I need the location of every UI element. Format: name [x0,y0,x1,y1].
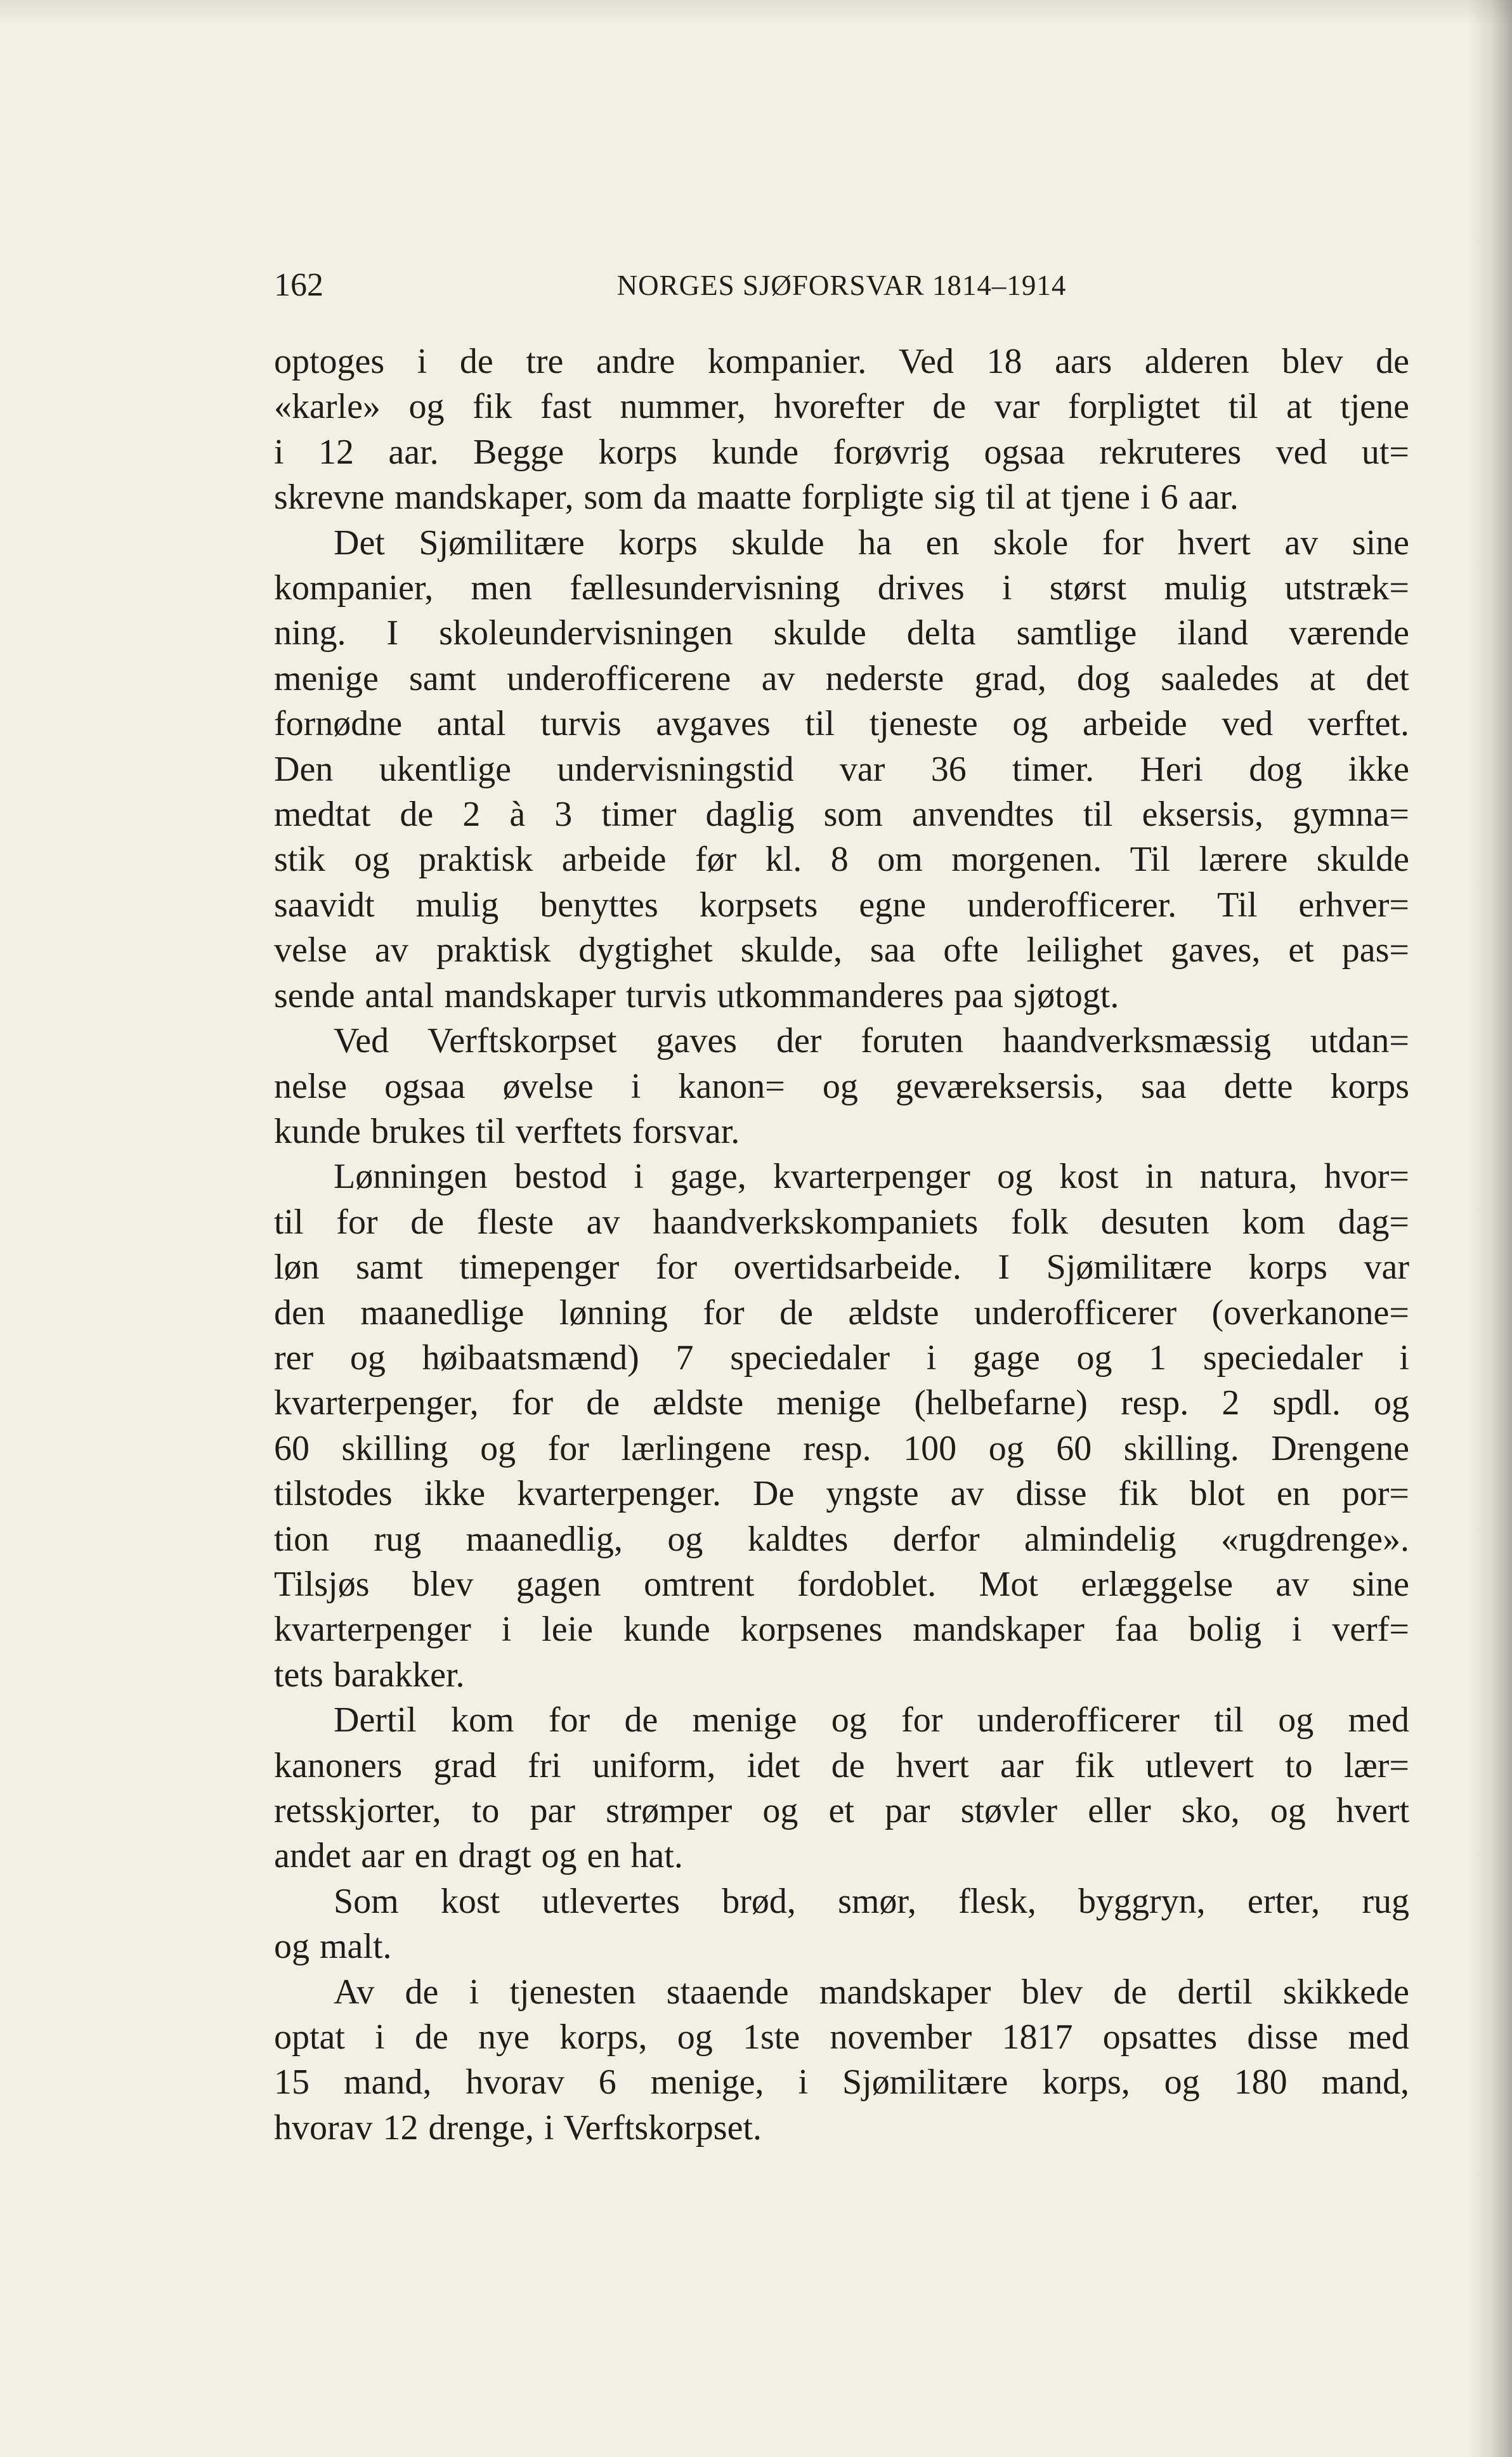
text-line: kvarterpenger i leie kunde korpsenes mandskaper faa bolig i verf= [274,1610,1409,1650]
text-line: tion rug maanedlig, og kaldtes derfor almindelig «rugdrenge». [274,1519,1409,1559]
text-line: andet aar en dragt og en hat. [274,1836,683,1876]
text-line: kompanier, men fællesundervisning drives i størst mulig utstræk= [274,568,1409,608]
text-line: Av de i tjenesten staaende mandskaper blev de dertil skikkede [334,1972,1409,2012]
paragraph-4 [274,1154,1409,1698]
paragraph-6 [274,1879,1409,1970]
text-line: fornødne antal turvis avgaves til tjeneste og arbeide ved verftet. [274,704,1409,744]
text-line: hvorav 12 drenge, i Verftskorpset. [274,2108,762,2147]
text-line: velse av praktisk dygtighet skulde, saa ofte leilighet gaves, et pas= [274,930,1409,970]
text-line: saavidt mulig benyttes korpsets egne underofficerer. Til erhver= [274,885,1409,925]
text-line: 15 mand, hvorav 6 menige, i Sjømilitære korps, og 180 mand, [274,2063,1409,2102]
text-line: kanoners grad fri uniform, idet de hvert aar fik utlevert to lær= [274,1745,1409,1785]
text-line: Den ukentlige undervisningstid var 36 timer. Heri dog ikke [274,749,1409,789]
text-line: den maanedlige lønning for de ældste underofficerer (overkanone= [274,1293,1409,1333]
text-line: Lønningen bestod i gage, kvarterpenger og kost in natura, hvor= [334,1157,1409,1197]
paragraph-5 [274,1698,1409,1879]
text-line: Det Sjømilitære korps skulde ha en skole for hvert av sine [334,523,1409,563]
running-title: NORGES SJØFORSVAR 1814–1914 [616,270,1067,301]
text-line: Tilsjøs blev gagen omtrent fordoblet. Mot erlæggelse av sine [274,1564,1409,1604]
text-line: kunde brukes til verftets forsvar. [274,1111,740,1151]
text-line: 60 skilling og for lærlingene resp. 100 og 60 skilling. Drengene [274,1428,1409,1468]
text-line: stik og praktisk arbeide før kl. 8 om morgenen. Til lærere skulde [274,840,1409,880]
text-line: menige samt underofficerene av nederste grad, dog saaledes at det [274,658,1409,698]
text-line: nelse ogsaa øvelse i kanon= og geværeksersis, saa dette korps [274,1066,1409,1106]
text-line: rer og høibaatsmænd) 7 speciedaler i gage og 1 speciedaler i [274,1338,1409,1378]
text-line: optoges i de tre andre kompanier. Ved 18 aars alderen blev de [274,342,1409,381]
text-line: optat i de nye korps, og 1ste november 1817 opsattes disse med [274,2017,1409,2057]
text-line: ning. I skoleundervisningen skulde delta samtlige iland værende [274,613,1409,653]
text-line: Dertil kom for de menige og for underofficerer til og med [334,1700,1409,1740]
paragraph-1 [274,339,1409,521]
text-line: skrevne mandskaper, som da maatte forpligte sig til at tjene i 6 aar. [274,478,1239,518]
running-head [274,263,1409,308]
paragraph-2 [274,521,1409,1019]
page-number: 162 [274,267,323,303]
text-line: sende antal mandskaper turvis utkommanderes paa sjøtogt. [274,975,1119,1015]
text-line: Ved Verftskorpset gaves der foruten haandverksmæssig utdan= [334,1021,1409,1061]
text-line: kvarterpenger, for de ældste menige (helbefarne) resp. 2 spdl. og [274,1383,1409,1423]
text-line: «karle» og fik fast nummer, hvorefter de var forpligtet til at tjene [274,387,1409,427]
text-line: til for de fleste av haandverkskompaniets folk desuten kom dag= [274,1202,1409,1242]
paragraph-7 [274,1970,1409,2151]
text-line: og malt. [274,1927,392,1967]
text-line: i 12 aar. Begge korps kunde forøvrig ogsaa rekruteres ved ut= [274,432,1409,472]
paragraph-3 [274,1019,1409,1154]
text-line: retsskjorter, to par strømper og et par støvler eller sko, og hvert [274,1791,1409,1830]
text-line: tets barakker. [274,1655,465,1695]
scan-binding-edge [1468,0,1512,2457]
text-line: Som kost utlevertes brød, smør, flesk, byggryn, erter, rug [334,1881,1409,1921]
scan-top-shadow [0,0,1512,25]
text-line: medtat de 2 à 3 timer daglig som anvendtes til eksersis, gymna= [274,795,1409,835]
text-line: tilstodes ikke kvarterpenger. De yngste av disse fik blot en por= [274,1474,1409,1514]
text-line: løn samt timepenger for overtidsarbeide. I Sjømilitære korps var [274,1248,1409,1287]
body-text [274,339,1409,2151]
